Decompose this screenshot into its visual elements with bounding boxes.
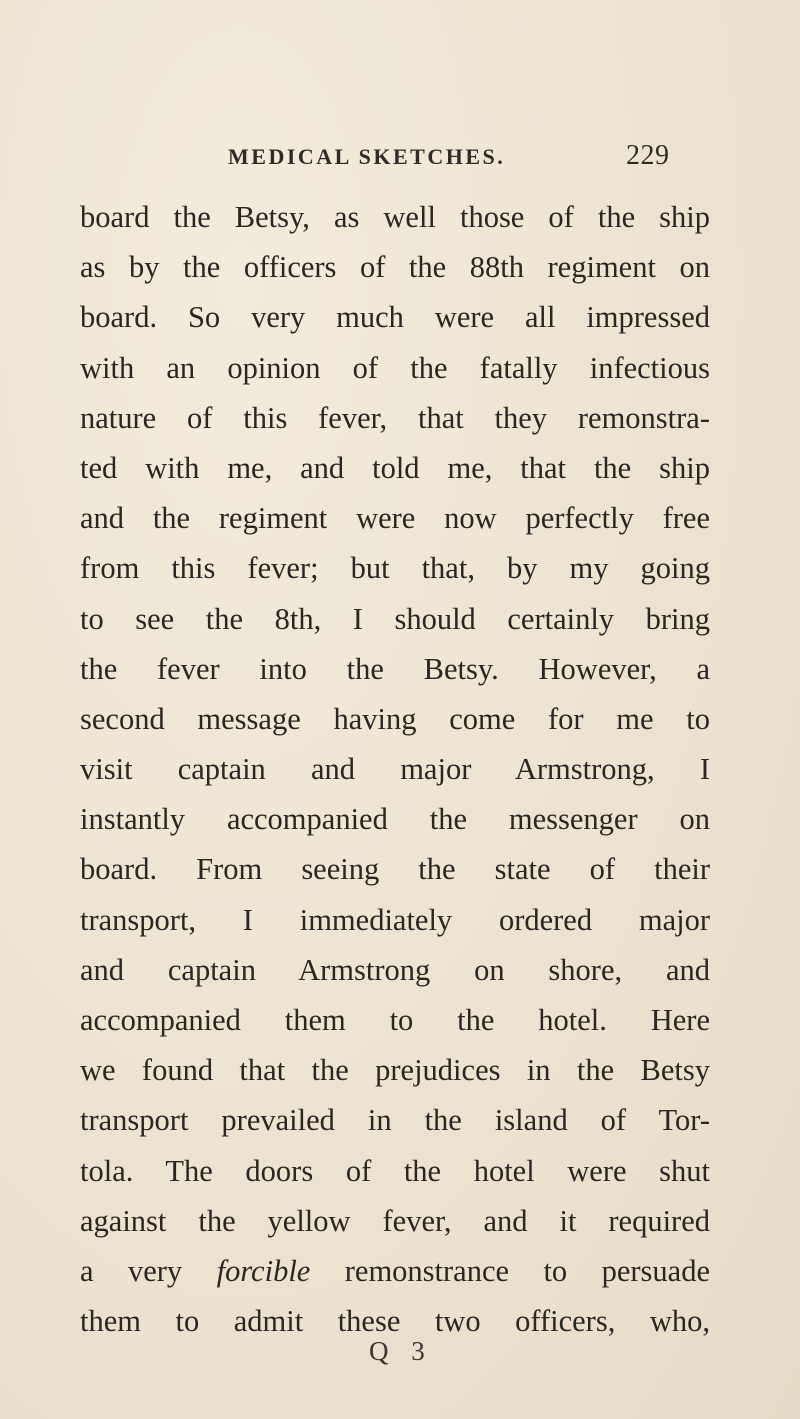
text-line: second message having come for me to (80, 701, 710, 736)
text-line: and the regiment were now perfectly free (80, 501, 710, 536)
text-line: with an opinion of the fatally infectious (80, 350, 710, 385)
text-line-with-italic (80, 1246, 710, 1296)
text-line: transport, I immediately ordered major (80, 902, 710, 937)
italic-word: forcible (216, 1253, 311, 1288)
text-line: the fever into the Betsy. However, a (80, 651, 710, 686)
text-line: accompanied them to the hotel. Here (80, 1003, 710, 1037)
text-segment: a very (80, 1253, 217, 1288)
text-line: we found that the prejudices in the Betsy (80, 1053, 710, 1088)
text-segment: remonstrance to persuade (310, 1253, 710, 1288)
page-number: 229 (626, 140, 670, 171)
text-line: board. So very much were all impressed (80, 300, 710, 335)
running-head (0, 140, 800, 180)
text-line: tola. The doors of the hotel were shut (80, 1153, 710, 1188)
text-line: from this fever; but that, by my going (80, 551, 710, 586)
running-head-title: MEDICAL SKETCHES. (228, 144, 506, 169)
text-line: transport prevailed in the island of Tor- (80, 1103, 710, 1138)
text-line: and captain Armstrong on shore, and (80, 952, 710, 987)
text-line: ted with me, and told me, that the ship (80, 450, 710, 485)
text-line: instantly accompanied the messenger on (80, 802, 710, 837)
text-line: against the yellow fever, and it required (80, 1203, 710, 1238)
text-line: as by the officers of the 88th regiment on (80, 250, 710, 285)
text-line: visit captain and major Armstrong, I (80, 752, 710, 787)
text-line: to see the 8th, I should certainly bring (80, 601, 710, 636)
text-line: them to admit these two officers, who, (80, 1304, 710, 1339)
text-line: board. From seeing the state of their (80, 852, 710, 887)
signature-mark: Q 3 (369, 1336, 433, 1366)
text-line: board the Betsy, as well those of the ship (80, 200, 710, 234)
body-text (80, 192, 710, 1346)
text-line: nature of this fever, that they remonstra- (80, 400, 710, 435)
